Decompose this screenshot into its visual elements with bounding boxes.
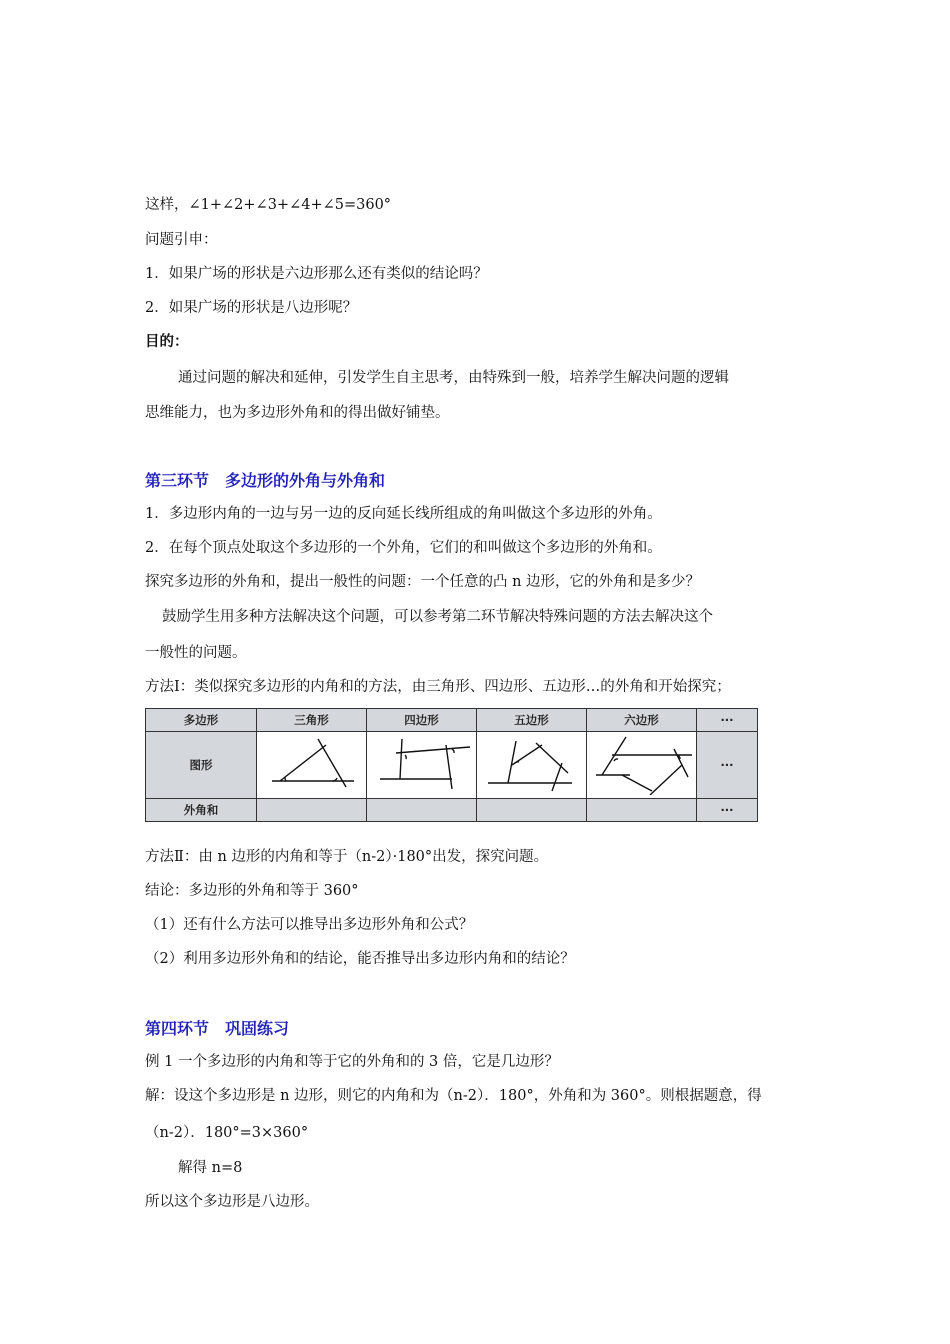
hexagon-figure (587, 732, 697, 798)
table-cell-empty (257, 798, 367, 821)
table-cell-empty (587, 798, 697, 821)
table-header: 三角形 (257, 709, 367, 732)
text-line: 结论：多边形的外角和等于 360° (145, 883, 359, 899)
hexagon-exterior-angle-diagram (592, 735, 692, 795)
table-cell-empty (367, 798, 477, 821)
text-line: 所以这个多边形是八边形。 (145, 1194, 319, 1210)
table-header: 六边形 (587, 709, 697, 732)
quadrilateral-exterior-angle-diagram (372, 735, 472, 795)
table-row-label: 图形 (146, 732, 257, 798)
table-row-label: 多边形 (146, 709, 257, 732)
text-line: 2．如果广场的形状是八边形呢？ (145, 300, 358, 316)
table-cell-empty (477, 798, 587, 821)
table-cell-ellipsis: ··· (697, 798, 758, 821)
text-line: 探究多边形的外角和，提出一般性的问题：一个任意的凸 n 边形，它的外角和是多少？ (145, 574, 701, 590)
text-line: 例 1 一个多边形的内角和等于它的外角和的 3 倍，它是几边形？ (145, 1054, 559, 1070)
table-cell-ellipsis: ··· (697, 732, 758, 798)
quadrilateral-figure (367, 732, 477, 798)
pentagon-exterior-angle-diagram (482, 735, 582, 795)
table-header: 五边形 (477, 709, 587, 732)
text-line: 这样，∠1+∠2+∠3+∠4+∠5=360° (145, 197, 392, 213)
text-line: 解得 n=8 (178, 1160, 243, 1176)
text-line: 1．如果广场的形状是六边形那么还有类似的结论吗？ (145, 266, 488, 282)
table-header: 四边形 (367, 709, 477, 732)
table-header: ··· (697, 709, 758, 732)
pentagon-figure (477, 732, 587, 798)
text-line: （n-2）．180°=3×360° (145, 1125, 309, 1141)
text-line: 2．在每个顶点处取这个多边形的一个外角，它们的和叫做这个多边形的外角和。 (145, 540, 662, 556)
text-line: 方法Ⅱ：由 n 边形的内角和等于（n-2）·180°出发，探究问题。 (145, 849, 549, 865)
table-row-label: 外角和 (146, 798, 257, 821)
text-line: 一般性的问题。 (145, 645, 247, 661)
text-line: 通过问题的解决和延伸，引发学生自主思考，由特殊到一般，培养学生解决问题的逻辑 (178, 370, 729, 386)
text-line: 1．多边形内角的一边与另一边的反向延长线所组成的角叫做这个多边形的外角。 (145, 506, 662, 522)
text-line: （2）利用多边形外角和的结论，能否推导出多边形内角和的结论？ (145, 951, 575, 967)
text-line: 鼓励学生用多种方法解决这个问题，可以参考第二环节解决特殊问题的方法去解决这个 (162, 609, 713, 625)
text-line: 问题引申： (145, 232, 218, 248)
section-heading-3: 第三环节 多边形的外角与外角和 (145, 471, 386, 490)
section-heading-4: 第四环节 巩固练习 (145, 1019, 290, 1038)
text-line: 解：设这个多边形是 n 边形，则它的内角和为（n-2）．180°，外角和为 360°。则根据题意，得 (145, 1088, 762, 1104)
text-line: （1）还有什么方法可以推导出多边形外角和公式？ (145, 917, 474, 933)
text-line: 思维能力，也为多边形外角和的得出做好铺垫。 (145, 405, 450, 421)
purpose-label: 目的： (145, 334, 189, 350)
text-line: 方法Ⅰ：类似探究多边形的内角和的方法，由三角形、四边形、五边形…的外角和开始探究； (145, 679, 731, 695)
triangle-figure (257, 732, 367, 798)
triangle-exterior-angle-diagram (262, 735, 362, 795)
polygon-table (145, 708, 758, 822)
